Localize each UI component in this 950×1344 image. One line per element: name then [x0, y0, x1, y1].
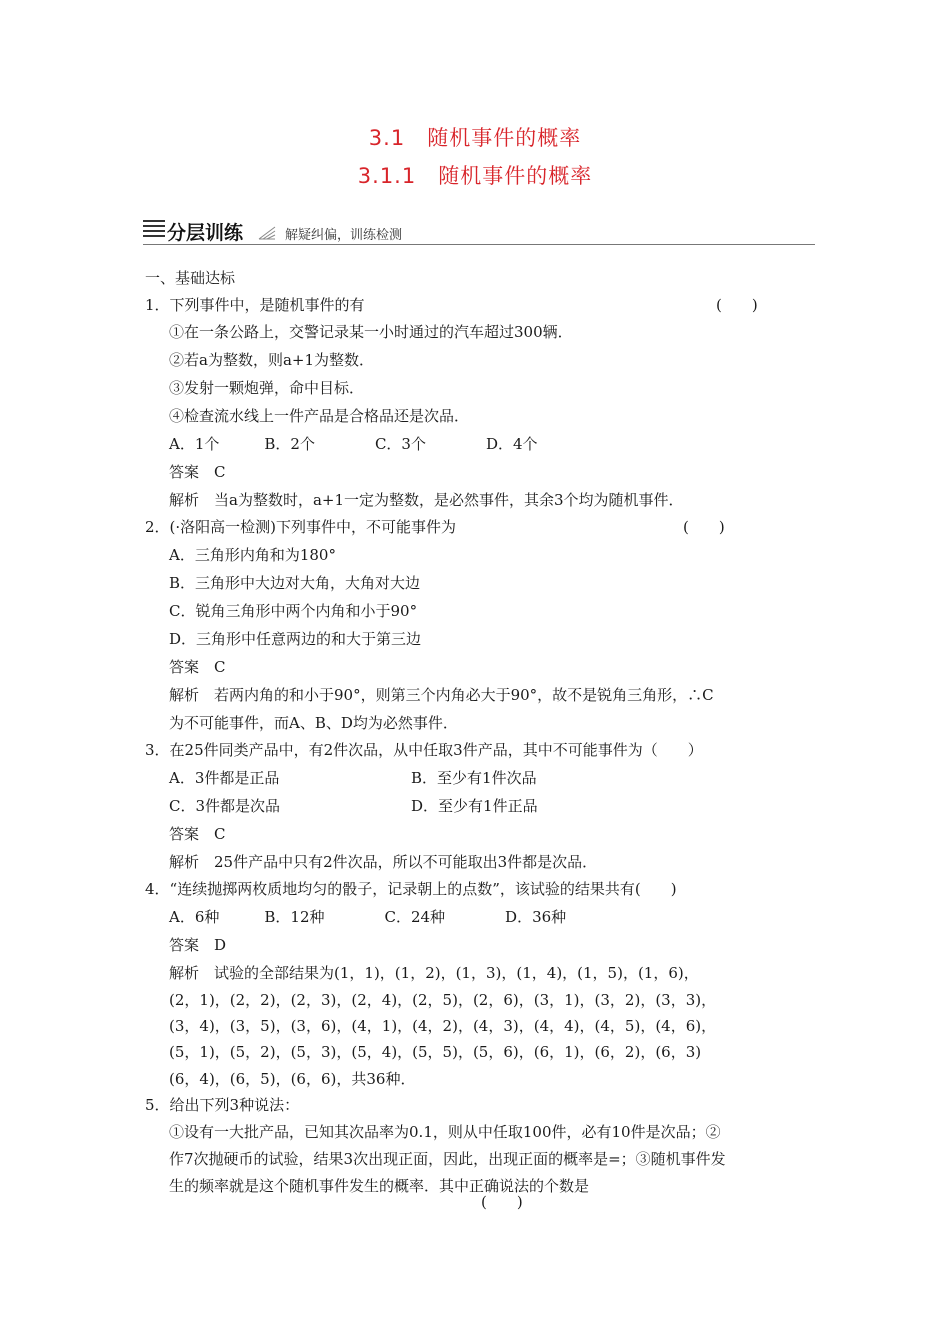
text-line: (6，4)，(6，5)，(6，6)，共36种． [169, 1070, 416, 1088]
text-line: 答案 D [169, 936, 227, 954]
text-line: 解析 当a为整数时，a+1一定为整数，是必然事件，其余3个均为随机事件． [169, 491, 684, 509]
banner-stripes-icon [143, 220, 165, 242]
subsection-title: 3.1.1 随机事件的概率 [357, 164, 593, 188]
banner-subtitle: 解疑纠偏，训练检测 [285, 228, 403, 243]
text-line: 答案 C [169, 463, 226, 481]
banner-label: 分层训练 [167, 222, 244, 244]
text-line: 解析 若两内角的和小于90°，则第三个内角必大于90°，故不是锐角三角形，∴C [169, 686, 714, 704]
option-text: D．至少有1件正品 [411, 797, 538, 815]
text-line: ④检查流水线上一件产品是合格品还是次品． [169, 407, 470, 425]
text-line: 1．下列事件中，是随机事件的有 [145, 296, 365, 314]
text-line: 答案 C [169, 825, 226, 843]
text-line: (5，1)，(5，2)，(5，3)，(5，4)，(5，5)，(5，6)，(6，1)，(6，2)，(6，3) [169, 1043, 702, 1061]
section-title: 3.1 随机事件的概率 [368, 126, 582, 150]
text-line: 5．给出下列3种说法： [145, 1096, 300, 1114]
text-line: B．三角形中大边对大角，大角对大边 [169, 574, 421, 592]
text-line: A．6种 B．12种 C．24种 D．36种 [169, 908, 567, 926]
text-line: 答案 C [169, 658, 226, 676]
banner-rule [143, 244, 815, 245]
text-line: C．锐角三角形中两个内角和小于90° [169, 602, 418, 620]
text-line: 为不可能事件，而A、B、D均为必然事件． [169, 714, 458, 732]
text-line: 解析 试验的全部结果为(1，1)，(1，2)，(1，3)，(1，4)，(1，5)，(1，6)， [169, 964, 699, 982]
answer-blank: ( ) [481, 1193, 523, 1211]
text-line: 一、基础达标 [145, 269, 236, 287]
text-line: 4．“连续抛掷两枚质地均匀的骰子，记录朝上的点数”，该试验的结果共有( ) [145, 880, 677, 898]
text-line: 2．(·洛阳高一检测)下列事件中，不可能事件为 [145, 518, 457, 536]
text-line: 生的频率就是这个随机事件发生的概率．其中正确说法的个数是 [169, 1177, 590, 1195]
text-line: ③发射一颗炮弹，命中目标． [169, 379, 365, 397]
text-line: 作7次抛硬币的试验，结果3次出现正面，因此，出现正面的概率是=；③随机事件发 [169, 1150, 726, 1168]
text-line: A．三角形内角和为180° [169, 546, 336, 564]
text-line: (3，4)，(3，5)，(3，6)，(4，1)，(4，2)，(4，3)，(4，4)，(4，5)，(4，6)， [169, 1017, 717, 1035]
option-text: B．至少有1件次品 [411, 769, 537, 787]
text-line: ②若a为整数，则a+1为整数． [169, 351, 374, 369]
text-line: ①设有一大批产品，已知其次品率为0.1，则从中任取100件，必有10件是次品；② [169, 1123, 721, 1141]
text-line: 解析 25件产品中只有2件次品，所以不可能取出3件都是次品． [169, 853, 598, 871]
banner-wedge-icon [257, 224, 277, 240]
answer-blank: ( ) [683, 518, 725, 536]
text-line: C．3件都是次品 [169, 797, 281, 815]
text-line: A．3件都是正品 [169, 769, 280, 787]
section-banner [143, 218, 815, 248]
answer-blank: ( ) [716, 296, 758, 314]
text-line: (2，1)，(2，2)，(2，3)，(2，4)，(2，5)，(2，6)，(3，1)，(3，2)，(3，3)， [169, 991, 717, 1009]
text-line: 3．在25件同类产品中，有2件次品，从中任取3件产品，其中不可能事件为（ ） [145, 741, 703, 759]
text-line: ①在一条公路上，交警记录某一小时通过的汽车超过300辆． [169, 323, 573, 341]
text-line: D．三角形中任意两边的和大于第三边 [169, 630, 422, 648]
text-line: A．1个 B．2个 C．3个 D．4个 [169, 435, 538, 453]
